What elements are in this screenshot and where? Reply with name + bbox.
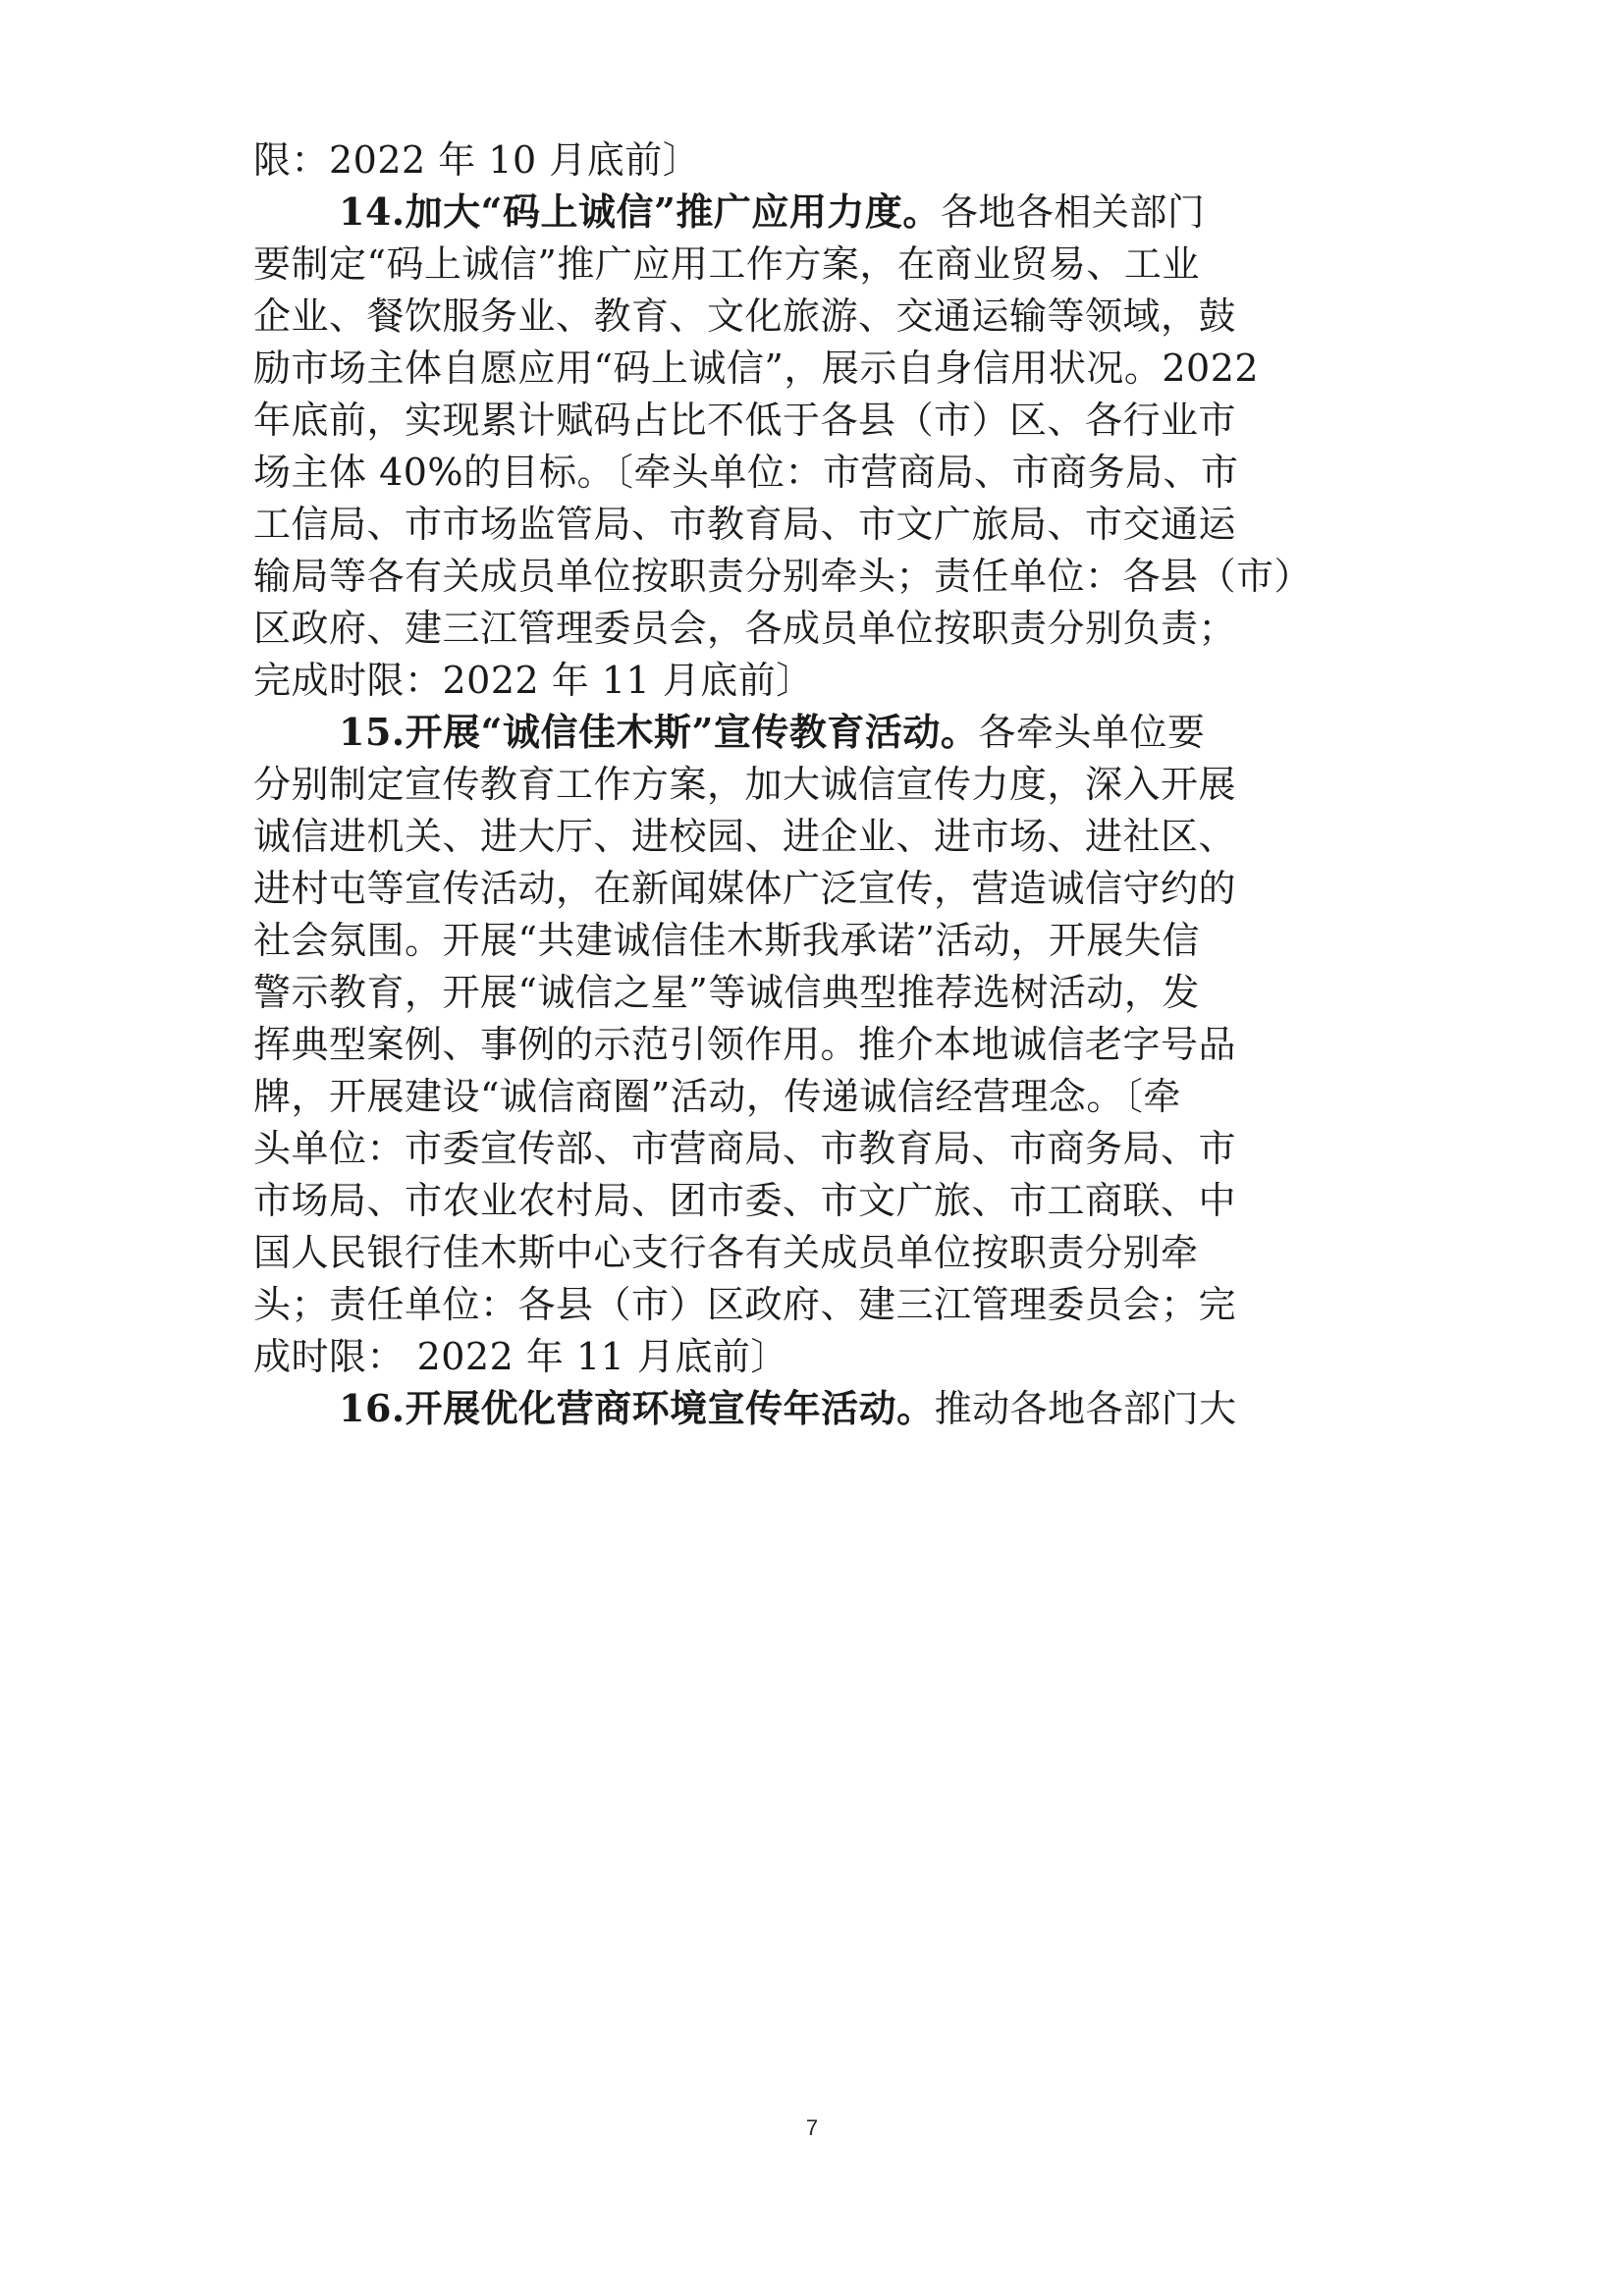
- item-14-line: 工信局、市市场监管局、市教育局、市文广旅局、市交通运: [253, 503, 1237, 546]
- item-15-line: 诚信进机关、进大厅、进校园、进企业、进市场、进社区、: [253, 815, 1237, 858]
- item-15-line: 牌，开展建设“诚信商圈”活动，传递诚信经营理念。〔牵: [253, 1075, 1181, 1118]
- item-14-heading-line: [339, 190, 1392, 234]
- item-15-line: 社会氛围。开展“共建诚信佳木斯我承诺”活动，开展失信: [253, 919, 1200, 962]
- item-14-line: 励市场主体自愿应用“码上诚信”，展示自身信用状况。2022: [253, 347, 1260, 390]
- page-number: 7: [805, 2115, 819, 2140]
- item-14-line: 要制定“码上诚信”推广应用工作方案，在商业贸易、工业: [253, 242, 1200, 286]
- item-15-line: 头单位：市委宣传部、市营商局、市教育局、市商务局、市: [253, 1127, 1237, 1170]
- item-16-text: 推动各地各部门大: [934, 1387, 1237, 1430]
- item-16-title: 16.开展优化营商环境宣传年活动。: [339, 1386, 935, 1430]
- continuation-line: 限：2022 年 10 月底前〕: [253, 138, 701, 182]
- item-15-title: 15.开展“诚信佳木斯”宣传教育活动。: [339, 710, 979, 754]
- item-15-line: 国人民银行佳木斯中心支行各有关成员单位按职责分别牵: [253, 1231, 1199, 1274]
- item-16-heading-line: [339, 1387, 1392, 1430]
- item-15-line: 分别制定宣传教育工作方案，加大诚信宣传力度，深入开展: [253, 763, 1237, 806]
- item-14-line: 企业、餐饮服务业、教育、文化旅游、交通运输等领域，鼓: [253, 294, 1237, 338]
- item-14-line: 输局等各有关成员单位按职责分别牵头；责任单位：各县（市）: [253, 555, 1313, 598]
- item-15-line: 成时限： 2022 年 11 月底前〕: [253, 1335, 788, 1378]
- item-15-line: 市场局、市农业农村局、团市委、市文广旅、市工商联、中: [253, 1179, 1237, 1222]
- item-14-line: 完成时限：2022 年 11 月底前〕: [253, 659, 814, 702]
- item-15-line: 进村屯等宣传活动，在新闻媒体广泛宣传，营造诚信守约的: [253, 867, 1237, 910]
- item-14-text: 各地各相关部门: [940, 190, 1206, 234]
- item-15-line: 警示教育，开展“诚信之星”等诚信典型推荐选树活动，发: [253, 971, 1200, 1014]
- item-14-line: 年底前，实现累计赋码占比不低于各县（市）区、各行业市: [253, 399, 1237, 442]
- item-14-line: 区政府、建三江管理委员会，各成员单位按职责分别负责；: [253, 607, 1237, 650]
- item-15-heading-line: [339, 711, 1392, 754]
- item-15-text: 各牵头单位要: [978, 711, 1206, 754]
- item-15-line: 头；责任单位：各县（市）区政府、建三江管理委员会；完: [253, 1283, 1237, 1326]
- item-14-line: 场主体 40%的目标。〔牵头单位：市营商局、市商务局、市: [253, 451, 1239, 494]
- item-15-line: 挥典型案例、事例的示范引领作用。推介本地诚信老字号品: [253, 1023, 1237, 1066]
- item-14-title: 14.加大“码上诚信”推广应用力度。: [339, 189, 941, 234]
